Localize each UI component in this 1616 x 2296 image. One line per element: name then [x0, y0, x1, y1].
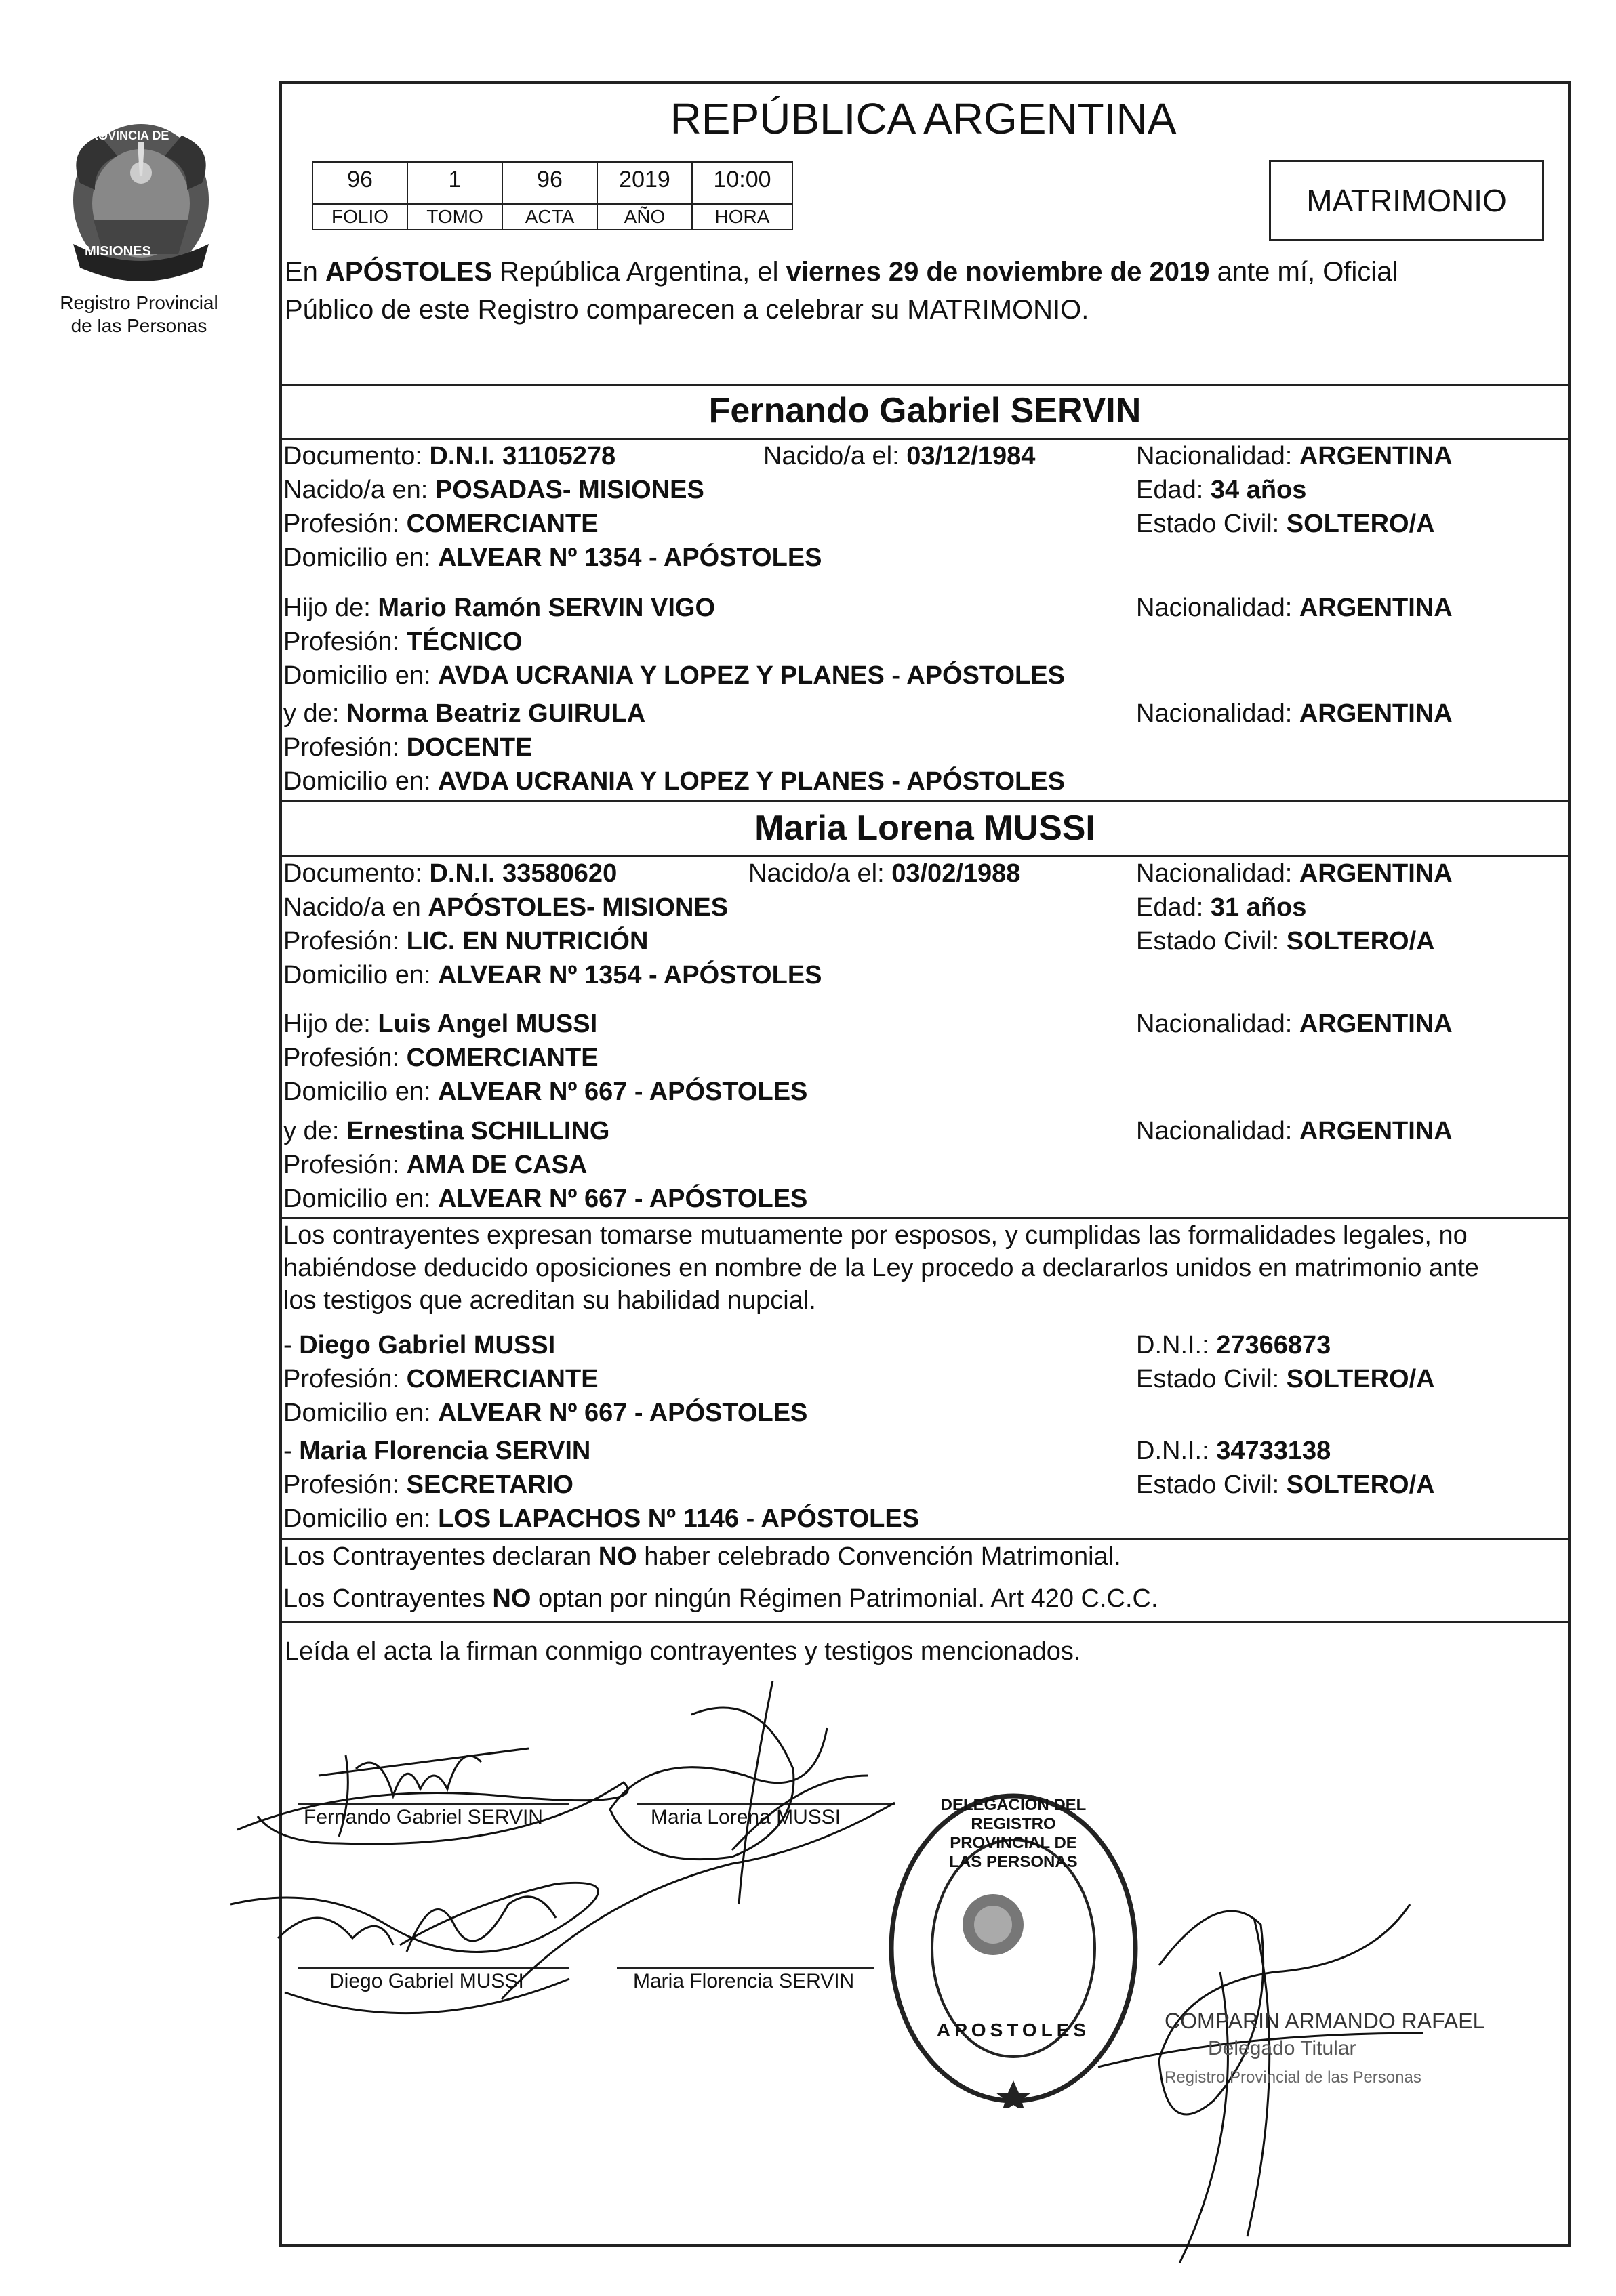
bride-father-profesion: Profesión: COMERCIANTE — [283, 1044, 599, 1072]
bride-nacionalidad: Nacionalidad: ARGENTINA — [1136, 859, 1453, 888]
groom-father-profesion: Profesión: TÉCNICO — [283, 628, 523, 656]
witness-2-name: - Maria Florencia SERVIN — [283, 1437, 591, 1465]
bride-nacido-el: Nacido/a el: 03/02/1988 — [748, 859, 1021, 888]
bride-profesion: Profesión: LIC. EN NUTRICIÓN — [283, 927, 649, 956]
witness-2-domicilio: Domicilio en: LOS LAPACHOS Nº 1146 - APÓSTOLES — [283, 1504, 920, 1533]
handwritten-signatures-icon — [217, 1681, 1437, 2263]
page-title: REPÚBLICA ARGENTINA — [670, 94, 1177, 143]
stamp-ring-text: DELEGACION DEL REGISTRO PROVINCIAL DE LAS PERSONAS — [940, 1796, 1087, 1871]
witness-1-name: - Diego Gabriel MUSSI — [283, 1331, 556, 1359]
intro-line2: Público de este Registro comparecen a celebrar su MATRIMONIO. — [285, 295, 1089, 325]
hora-value: 10:00 — [691, 161, 793, 205]
groom-father-domicilio: Domicilio en: AVDA UCRANIA Y LOPEZ Y PLANES - APÓSTOLES — [283, 661, 1065, 690]
groom-nacido-en: Nacido/a en: POSADAS- MISIONES — [283, 476, 704, 504]
signature-label-witness-1: Diego Gabriel MUSSI — [329, 1970, 524, 1992]
witness-2-dni: D.N.I.: 34733138 — [1136, 1437, 1331, 1465]
groom-mother: y de: Norma Beatriz GUIRULA — [283, 699, 646, 728]
bride-father-domicilio: Domicilio en: ALVEAR Nº 667 - APÓSTOLES — [283, 1078, 808, 1106]
intro-line1: En APÓSTOLES República Argentina, el viernes 29 de noviembre de 2019 ante mí, Oficial — [285, 257, 1398, 287]
logo-caption-line2: de las Personas — [70, 315, 207, 336]
seal-text-top: PROVINCIA DE — [81, 129, 169, 142]
groom-father: Hijo de: Mario Ramón SERVIN VIGO — [283, 594, 716, 622]
seal-text-bottom: MISIONES — [85, 244, 151, 259]
folio-value: 96 — [312, 161, 408, 205]
official-title: Delegado Titular — [1208, 2037, 1356, 2059]
groom-profesion: Profesión: COMERCIANTE — [283, 510, 599, 538]
logo-caption-line1: Registro Provincial — [60, 292, 218, 313]
groom-estado-civil: Estado Civil: SOLTERO/A — [1136, 510, 1435, 538]
declaration-line2: habiéndose deducido oposiciones en nombre de la Ley procedo a declararlos unidos en matrimonio ante — [283, 1254, 1479, 1282]
signature-label-groom: Fernando Gabriel SERVIN — [304, 1806, 543, 1828]
groom-father-nacionalidad: Nacionalidad: ARGENTINA — [1136, 594, 1453, 622]
divider — [279, 384, 1571, 386]
bride-mother: y de: Ernestina SCHILLING — [283, 1117, 610, 1145]
bride-name: Maria Lorena MUSSI — [754, 808, 1095, 848]
bride-edad: Edad: 31 años — [1136, 893, 1307, 922]
witness-1-estado-civil: Estado Civil: SOLTERO/A — [1136, 1365, 1435, 1393]
declaration-line1: Los contrayentes expresan tomarse mutuamente por esposos, y cumplidas las formalidades legales, no — [283, 1221, 1468, 1250]
regime-line2: Los Contrayentes NO optan por ningún Régimen Patrimonial. Art 420 C.C.C. — [283, 1584, 1158, 1613]
bride-mother-nacionalidad: Nacionalidad: ARGENTINA — [1136, 1117, 1453, 1145]
groom-documento: Documento: D.N.I. 31105278 — [283, 442, 616, 470]
witness-2-estado-civil: Estado Civil: SOLTERO/A — [1136, 1471, 1435, 1499]
groom-mother-domicilio: Domicilio en: AVDA UCRANIA Y LOPEZ Y PLANES - APÓSTOLES — [283, 767, 1065, 796]
closing-text: Leída el acta la firman conmigo contrayentes y testigos mencionados. — [285, 1637, 1081, 1666]
groom-domicilio: Domicilio en: ALVEAR Nº 1354 - APÓSTOLES — [283, 544, 822, 572]
acta-label: ACTA — [502, 203, 598, 230]
groom-mother-profesion: Profesión: DOCENTE — [283, 733, 533, 762]
folio-label: FOLIO — [312, 203, 408, 230]
tomo-label: TOMO — [407, 203, 503, 230]
divider — [279, 1621, 1571, 1623]
stamp-city-text: APOSTOLES — [936, 2020, 1091, 2041]
bride-domicilio: Domicilio en: ALVEAR Nº 1354 - APÓSTOLES — [283, 961, 822, 989]
divider — [279, 800, 1571, 802]
regime-line1: Los Contrayentes declaran NO haber celebrado Convención Matrimonial. — [283, 1542, 1121, 1571]
signature-label-bride: Maria Lorena MUSSI — [651, 1806, 841, 1828]
bride-documento: Documento: D.N.I. 33580620 — [283, 859, 618, 888]
witness-1-domicilio: Domicilio en: ALVEAR Nº 667 - APÓSTOLES — [283, 1399, 808, 1427]
signature-label-witness-2: Maria Florencia SERVIN — [633, 1970, 855, 1992]
anio-value: 2019 — [597, 161, 693, 205]
groom-nacionalidad: Nacionalidad: ARGENTINA — [1136, 442, 1453, 470]
groom-nacido-el: Nacido/a el: 03/12/1984 — [763, 442, 1036, 470]
groom-mother-nacionalidad: Nacionalidad: ARGENTINA — [1136, 699, 1453, 728]
witness-2-profesion: Profesión: SECRETARIO — [283, 1471, 573, 1499]
official-name: COMPARIN ARMANDO RAFAEL — [1165, 2009, 1485, 2033]
groom-name: Fernando Gabriel SERVIN — [708, 391, 1142, 430]
hora-label: HORA — [691, 203, 793, 230]
acta-value: 96 — [502, 161, 598, 205]
bride-mother-domicilio: Domicilio en: ALVEAR Nº 667 - APÓSTOLES — [283, 1185, 808, 1213]
witness-1-dni: D.N.I.: 27366873 — [1136, 1331, 1331, 1359]
witness-1-profesion: Profesión: COMERCIANTE — [283, 1365, 599, 1393]
record-type-badge: MATRIMONIO — [1269, 160, 1544, 241]
bride-father-nacionalidad: Nacionalidad: ARGENTINA — [1136, 1010, 1453, 1038]
declaration-line3: los testigos que acreditan su habilidad nupcial. — [283, 1286, 816, 1315]
anio-label: AÑO — [597, 203, 693, 230]
tomo-value: 1 — [407, 161, 503, 205]
bride-nacido-en: Nacido/a en APÓSTOLES- MISIONES — [283, 893, 729, 922]
bride-mother-profesion: Profesión: AMA DE CASA — [283, 1151, 588, 1179]
bride-estado-civil: Estado Civil: SOLTERO/A — [1136, 927, 1435, 956]
official-org: Registro Provincial de las Personas — [1165, 2068, 1421, 2087]
groom-edad: Edad: 34 años — [1136, 476, 1307, 504]
bride-father: Hijo de: Luis Angel MUSSI — [283, 1010, 598, 1038]
